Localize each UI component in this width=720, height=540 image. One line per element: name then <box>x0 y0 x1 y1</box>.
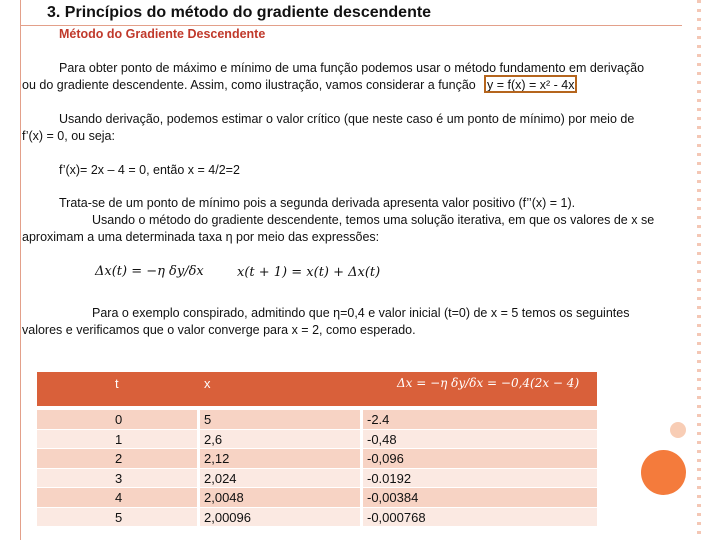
paragraph-5-line-2: valores e verificamos que o valor converge para x = 2, como esperado. <box>22 323 416 337</box>
cell-delta: -0,48 <box>367 431 397 447</box>
table-row <box>37 430 597 450</box>
table-row <box>37 488 597 508</box>
paragraph-4-line-2: Usando o método do gradiente descendente, temos uma solução iterativa, em que os valores de x se <box>92 213 655 227</box>
left-border-line <box>20 0 21 540</box>
cell-x: 2,0048 <box>204 490 244 505</box>
table-row <box>37 508 597 528</box>
decorative-large-circle <box>641 450 686 495</box>
cell-x: 2,024 <box>204 470 237 486</box>
cell-t: 0 <box>115 412 123 427</box>
cell-delta: -0,096 <box>367 451 404 466</box>
paragraph-2-line-1: Usando derivação, podemos estimar o valor crítico (que neste caso é um ponto de mínimo) por meio de <box>59 112 635 126</box>
function-definition: y = f(x) = x² - 4x. <box>487 78 578 92</box>
title-underline <box>20 25 682 26</box>
header-t: t <box>115 376 119 391</box>
table-header <box>37 372 597 406</box>
slide-title: 3. Princípios do método do gradiente descendente <box>47 4 432 21</box>
cell-x: 2,12 <box>204 451 230 466</box>
cell-t: 3 <box>115 470 123 486</box>
cell-x: 2,6 <box>204 431 223 447</box>
table-row <box>37 449 597 469</box>
header-x: x <box>204 376 211 391</box>
update-formula: x(t + 1) = x(t) + Δx(t) <box>237 265 381 280</box>
cell-t: 2 <box>115 451 123 466</box>
delta-x-formula: Δx(t) = −η δy/δx <box>95 264 204 279</box>
cell-x: 2,00096 <box>204 509 251 525</box>
decorative-dotted-line <box>697 0 701 540</box>
derivative-equation: f’(x)= 2x – 4 = 0, então x = 4/2=2 <box>59 163 240 177</box>
paragraph-4-line-3: aproximam a uma determinada taxa η por meio das expressões: <box>22 230 380 244</box>
cell-delta: -2.4 <box>367 412 390 427</box>
table-body <box>37 410 597 527</box>
table-row <box>37 410 597 430</box>
cell-t: 5 <box>115 509 123 525</box>
cell-t: 4 <box>115 490 123 505</box>
paragraph-1-line-1: Para obter ponto de máximo e mínimo de uma função podemos usar o método fundamento em derivação <box>59 61 645 75</box>
paragraph-5-line-1: Para o exemplo conspirado, admitindo que η=0,4 e valor inicial (t=0) de x = 5 temos os seguintes <box>92 306 630 320</box>
paragraph-4-line-1: Trata-se de um ponto de mínimo pois a segunda derivada apresenta valor positivo (f’’(x) = 1). <box>59 196 576 210</box>
cell-x: 5 <box>204 412 212 427</box>
cell-delta: -0.0192 <box>367 470 412 486</box>
cell-t: 1 <box>115 431 123 447</box>
function-highlight-box <box>484 75 577 93</box>
header-delta-x: Δx = −η δy/δx = −0,4(2x − 4) <box>397 376 580 390</box>
paragraph-2-line-2: f’(x) = 0, ou seja: <box>22 129 115 143</box>
paragraph-1-line-2: ou do gradiente descendente. Assim, como ilustração, vamos considerar a função <box>22 78 476 92</box>
table-row <box>37 469 597 489</box>
cell-delta: -0,000768 <box>367 509 426 525</box>
decorative-small-circle <box>670 422 686 438</box>
section-heading: Método do Gradiente Descendente <box>59 27 266 41</box>
cell-delta: -0,00384 <box>367 490 419 505</box>
